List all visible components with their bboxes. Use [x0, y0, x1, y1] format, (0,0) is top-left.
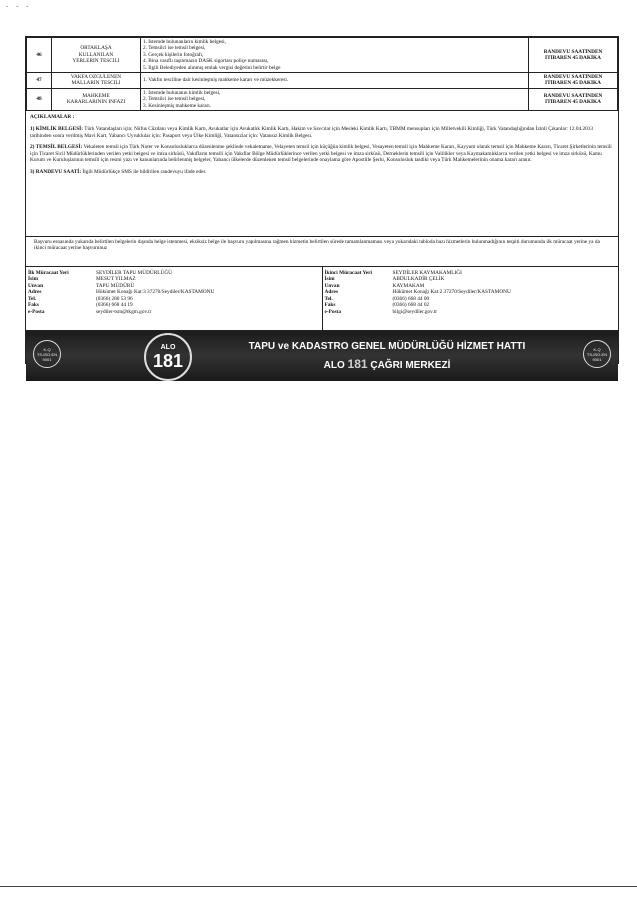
- contact-name: ABDULKADİR ÇELİK: [392, 276, 445, 283]
- second-contact: İkinci Müracaat Yeri İsim Unvan Adres Tel. Faks e-Posta SEYDİLER KAYMAKAMLIĞI ABDULKADİR ÇELİK KAYMAKAM Hükümet Konağı Kat:2 37270/Seydiler/KASTAMONU (0366) 668 44 00 (0366) 668 44 02 bilgi@seydiler.gov.tr: [322, 267, 619, 330]
- banner-subtitle: ALO 181 ÇAĞRI MERKEZİ: [323, 357, 451, 372]
- service-name: MAHKEME KARARLARININ İNFAZI: [52, 88, 141, 110]
- contact-name: MESUT YILMAZ: [96, 276, 136, 283]
- office-name: SEYDİLER KAYMAKAMLIĞI: [392, 270, 462, 277]
- contact-address: Hükümet Konağı Kat:3 37270/Seydiler/KASTAMONU: [96, 289, 215, 296]
- banner-text: [216, 340, 558, 373]
- required-documents: 1. Vakfın tesciline dair kesinleşmiş mahkeme kararı ve müzekkeresi.: [141, 73, 529, 89]
- document-frame: [25, 36, 619, 372]
- scan-marks: - - -: [6, 2, 32, 10]
- explanations-title: AÇIKLAMALAR :: [30, 114, 75, 121]
- page-bottom-rule: [0, 886, 637, 887]
- row-number: 48: [27, 88, 52, 110]
- iso-badge-icon: K-Q TS-ISO-EN 9001: [33, 340, 61, 368]
- contact-section: [26, 267, 618, 331]
- row-number: 47: [27, 73, 52, 89]
- table-row: [27, 73, 618, 89]
- required-documents: 1. İstemde bulunanların kimlik belgesi, 2. Temsilci ise temsil belgesi, 3. Gerçek kişilerin fotoğrafı, 4. Bina vasıflı taşınmazın DASK sigortası poliçe numarası, 5. İlgili Belediyeden alınmış emlak vergisi değerini belirtir belge: [141, 38, 529, 73]
- note-identity: 1) KİMLİK BELGESİ: Türk Vatandaşları için; Nüfus Cüzdanı veya Kimlik Kartı, Avukatlar için Avukatlık Kimlik Kartı, Hakim ve Savcılar için Mesleki Kimlik Kartı, TBMM mensupları için Milletvekili Kimliği, Türk Vatandaşlığından İzinli Çıkanlar: 12.04.2013 tarihinden sonra verilmiş Mavi Kart, Yabancı Uyruklular için: Pasaport veya Ülke Kimliği, Vatansızlar için: Vatansız Kimlik Belgesi.: [30, 126, 594, 139]
- note-appointment: 3) RANDEVU SAATİ: İlgili Müdürlükçe SMS ile bildirilen randevuyu ifade eder.: [30, 168, 207, 175]
- contact-phone: (0366) 668 44 00: [392, 295, 430, 302]
- row-number: 46: [27, 38, 52, 73]
- table-row: [27, 38, 618, 73]
- service-name: ORTAKLAŞA KULLANILAN YERLERİN TESCİLİ: [52, 38, 141, 73]
- contact-address: Hükümet Konağı Kat:2 37270/Seydiler/KASTAMONU: [392, 289, 511, 296]
- contact-fax: (0366) 668 44 02: [392, 302, 430, 309]
- completion-time: RANDEVU SAATİNDEN İTİBAREN 45 DAKİKA: [529, 88, 618, 110]
- note-representation: 2) TEMSİL BELGESİ: Vekaleten temsil için Türk Noter ve Konsolosluklarca düzenlenme şeklinde vekaletname, Velayeten temsil için küçüğün kimlik belgesi, Vesayeten temsil için Mahkeme Kararı, Kayyum olarak temsil için Mahkeme Kararı, Ticaret Şirketlerinin temsili için Ticaret Sicil Müdürlüklerinden verilen yetki belgesi ve imza sirküsü, Vakıfların temsili için Vakıflar Bölge Müdürlüklerince verilen yetki belgesi ve imza sirküsü, Derneklerin temsili için Valilikler veya Kaymakamlıklarca verilen yetki belgesi ve imza sirküsü, Kamu Kurum ve Kuruluşlarının temsili için resmi yazı ve kanunlarında belirlenmiş belgeler, Yabancı ülkelerde düzenlenen temsil belgelerinde onaylama göre Apostille Şerhi, Konsolosluk tasdiki veya Türk Mahkemelerinin onama kararı aranır.: [30, 144, 612, 164]
- application-notice: Başvuru esnasında yukarıda belirtilen belgelerin dışında belge istenmesi, eksiksiz belge ile başvuru yapılmasına rağmen hizmetin belirtilen sürede tamamlanmaması veya yukarıdaki tabloda bazı hizmetlerin bulunmadığının tespiti durumunda ilk müracaat yerine ya da ikinci müracaat yerine başvurunuz: [26, 237, 618, 267]
- alo-181-logo: ALO 181: [144, 333, 192, 381]
- table-row: [27, 88, 618, 110]
- contact-title: TAPU MÜDÜRÜ: [96, 282, 135, 289]
- iso-badge-icon: K-Q TS-ISO-EN 9001: [583, 340, 611, 368]
- contact-fax: (0366) 668 44 19: [96, 302, 133, 309]
- first-contact: İlk Müracaat Yeri İsim Unvan Adres Tel. Faks e-Posta SEYDİLER TAPU MÜDÜRLÜĞÜ MESUT YILMAZ TAPU MÜDÜRÜ Hükümet Konağı Kat:3 37270/Seydiler/KASTAMONU (0366) 280 53 96 (0366) 668 44 19 seydiler-tsm@tkgm.gov.tr: [26, 267, 322, 330]
- banner-title: TAPU ve KADASTRO GENEL MÜDÜRLÜĞÜ HİZMET HATTI: [248, 341, 526, 353]
- office-name: SEYDİLER TAPU MÜDÜRLÜĞÜ: [96, 270, 172, 277]
- contact-title: KAYMAKAM: [392, 282, 425, 289]
- contact-email: seydiler-tsm@tkgm.gov.tr: [96, 308, 152, 315]
- contact-phone: (0366) 280 53 96: [96, 295, 133, 302]
- completion-time: RANDEVU SAATİNDEN İTİBAREN 45 DAKİKA: [529, 73, 618, 89]
- explanations-section: [26, 111, 618, 237]
- service-table: [26, 37, 618, 111]
- hotline-banner: [26, 331, 618, 381]
- service-name: VAKFA ÖZGÜLENEN MALLARIN TESCİLİ: [52, 73, 141, 89]
- completion-time: RANDEVU SAATİNDEN İTİBAREN 45 DAKİKA: [529, 38, 618, 73]
- required-documents: 1. İstemde bulunanın kimlik belgesi, 2. Temsilci ise temsil belgesi, 3. Kesinleşmiş mahkeme kararı.: [141, 88, 529, 110]
- contact-email: bilgi@seydiler.gov.tr: [392, 308, 438, 315]
